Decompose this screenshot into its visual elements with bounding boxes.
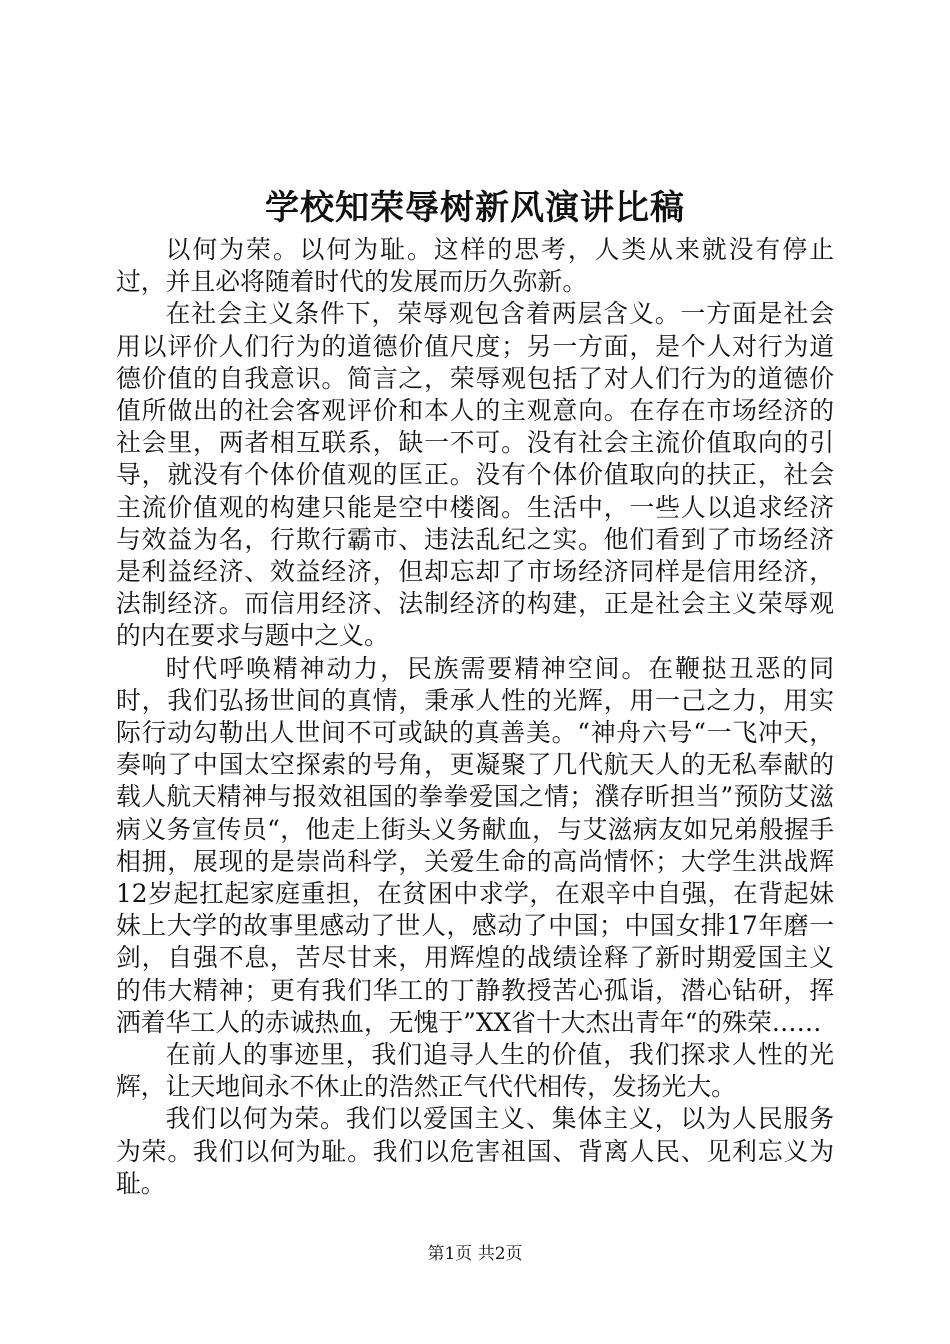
paragraph-2: 在社会主义条件下，荣辱观包含着两层含义。一方面是社会用以评价人们行为的道德价值尺度；另一方面，是个人对行为道德价值的自我意识。简言之，荣辱观包括了对人们行为的道德价值所做出的社会客观评价和本人的主观意向。在存在市场经济的社会里，两者相互联系，缺一不可。没有社会主流价值取向的引导，就没有个体价值观的匡正。没有个体价值取向的扶正，社会主流价值观的构建只能是空中楼阁。生活中，一些人以追求经济与效益为名，行欺行霸市、违法乱纪之实。他们看到了市场经济是利益经济、效益经济，但却忘却了市场经济同样是信用经济，法制经济。而信用经济、法制经济的构建，正是社会主义荣辱观的内在要求与题中之义。 <box>116 299 834 651</box>
paragraph-1: 以何为荣。以何为耻。这样的思考，人类从来就没有停止过，并且必将随着时代的发展而历久弥新。 <box>116 235 834 297</box>
document-title: 学校知荣辱树新风演讲比稿 <box>265 188 685 228</box>
page-number-footer: 第1页 共2页 <box>427 1244 523 1264</box>
paragraph-5: 我们以何为荣。我们以爱国主义、集体主义，以为人民服务为荣。我们以何为耻。我们以危害祖国、背离人民、见利忘义为耻。 <box>116 1104 834 1198</box>
paragraph-3: 时代呼唤精神动力，民族需要精神空间。在鞭挞丑恶的同时，我们弘扬世间的真情，秉承人性的光辉，用一己之力，用实际行动勾勒出人世间不可或缺的真善美。“神舟六号“一飞冲天，奏响了中国太空探索的号角，更凝聚了几代航天人的无私奉献的载人航天精神与报效祖国的拳拳爱国之情；濮存昕担当”预防艾滋病义务宣传员“，他走上街头义务献血，与艾滋病友如兄弟般握手相拥，展现的是崇尚科学，关爱生命的高尚情怀；大学生洪战辉12岁起扛起家庭重担，在贫困中求学，在艰辛中自强，在背起妹妹上大学的故事里感动了世人，感动了中国；中国女排17年磨一剑，自强不息，苦尽甘来，用辉煌的战绩诠释了新时期爱国主义的伟大精神；更有我们华工的丁静教授苦心孤诣，潜心钻研，挥洒着华工人的赤诚热血，无愧于”XX省十大杰出青年“的殊荣…… <box>116 653 834 1037</box>
document-body <box>116 234 834 1200</box>
paragraph-4: 在前人的事迹里，我们追寻人生的价值，我们探求人性的光辉，让天地间永不休止的浩然正气代代相传，发扬光大。 <box>116 1040 834 1102</box>
